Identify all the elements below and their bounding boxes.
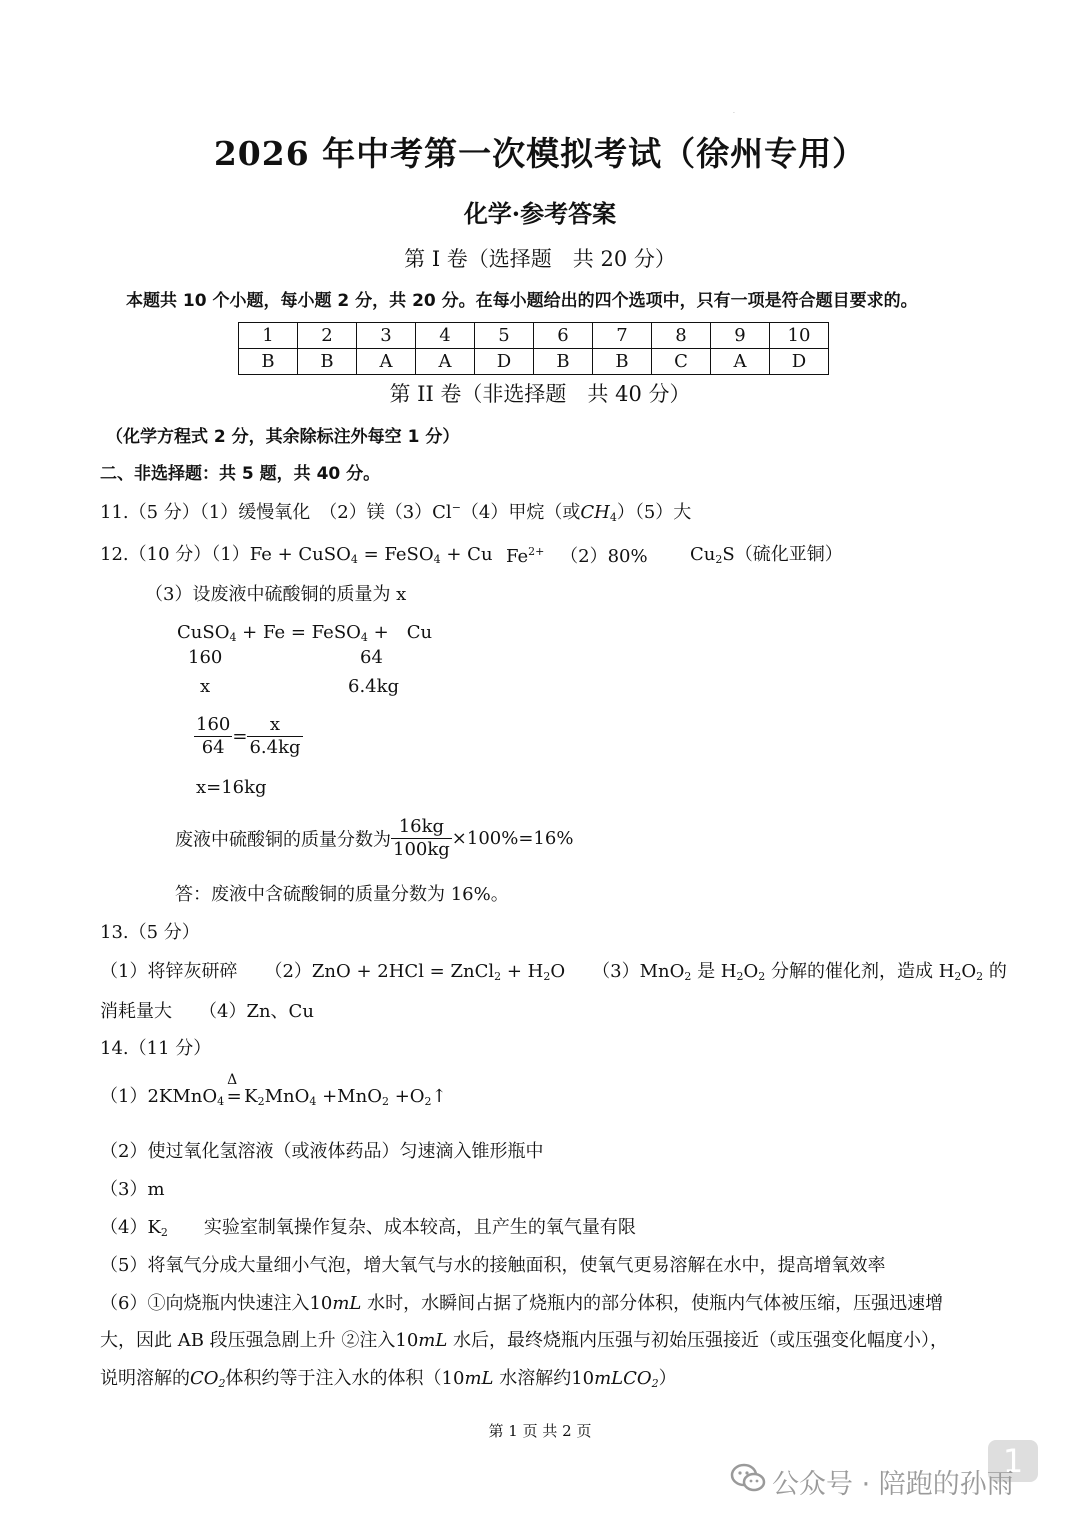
q11-text-a: 11.（5 分）（1）缓慢氧化 （2）镁（3）Cl [100, 502, 452, 523]
q14-ml-2: mL [418, 1330, 448, 1351]
answer-table-answer-cell: C [652, 349, 711, 375]
watermark-badge-number: 1 [1002, 1442, 1024, 1480]
q14-p6l2b: 水后，最终烧瓶内压强与初始压强接近（或压强变化幅度小）， [447, 1330, 949, 1351]
q14-p1a: （1）2KMnO [100, 1086, 218, 1107]
q12-calc-eq-c: + Cu [367, 622, 433, 643]
q13-l1b: + H [501, 961, 544, 982]
q14-p1e: +O [388, 1086, 425, 1107]
q12-mass-x: x [200, 676, 211, 697]
q12-calc-eq-b: + Fe = FeSO [236, 622, 361, 643]
q12-fe-symbol: Fe [506, 546, 529, 567]
q12-pct-label: 废液中硫酸铜的质量分数为 [175, 829, 391, 851]
q14-p6l3c: 水溶解约10 [493, 1368, 595, 1389]
q12-part3-setup: （3）设废液中硫酸铜的质量为 x [145, 584, 407, 605]
answer-table-answer-cell: B [593, 349, 652, 375]
q12-calc-eq-a: CuSO [177, 622, 230, 643]
q13-l1a: （1）将锌灰研碎 （2）ZnO + 2HCl = ZnCl [100, 961, 495, 982]
q13-l1e: O [743, 961, 759, 982]
q12-answer: 答：废液中含硫酸铜的质量分数为 16%。 [175, 884, 509, 905]
q14-p1b: K [244, 1086, 258, 1107]
answer-table-answer-cell: D [770, 349, 829, 375]
part2-heading: 二、非选择题：共 5 题，共 40 分。 [100, 464, 381, 484]
answer-table-number-cell: 10 [770, 323, 829, 349]
answer-table-number-cell: 8 [652, 323, 711, 349]
q12-head: 12.（10 分）（1） [100, 544, 250, 565]
answer-table-answer-cell: B [298, 349, 357, 375]
q11-text-b: （4）甲烷（或 [460, 502, 581, 523]
q13-head: 13.（5 分） [100, 922, 200, 943]
answer-table-answer-cell: A [416, 349, 475, 375]
answer-table-answer-cell: B [239, 349, 298, 375]
q14-ml-3: mL [464, 1368, 494, 1389]
answer-table-number-cell: 7 [593, 323, 652, 349]
q14-part1: （1）2KMnO$_4$ Δ = $K_2MnO_4 +MnO_2$ $+O_2↑$ [100, 1072, 447, 1108]
q11-text-c: ）（5）大 [616, 502, 692, 523]
q14-part6-line2 [100, 1326, 948, 1352]
q14-p4b: 实验室制氧操作复杂、成本较高，且产生的氧气量有限 [167, 1217, 636, 1238]
page-title: 2026 年中考第一次模拟考试（徐州专用） [213, 134, 867, 173]
gas-arrow-icon: ↑ [431, 1086, 447, 1107]
q14-p6l3a: 说明溶解的 [100, 1368, 190, 1389]
q12-result: x=16kg [196, 777, 267, 798]
answer-table-number-cell: 6 [534, 323, 593, 349]
q14-p6l3b: 体积约等于注入水的体积（10 [225, 1368, 465, 1389]
q13-line1: （1）将锌灰研碎 （2）ZnO + 2HCl = ZnCl$_2$ + $H_2O$ （3）MnO$_2$ 是 $H_2O_2$ 分解的催化剂，造成 $H_2O_2$ 的 [100, 961, 1007, 983]
answer-table-number-cell: 5 [475, 323, 534, 349]
q12-proportion: $\frac{160}{64}$ = $\frac{x}{6.4kg}$ [196, 714, 301, 758]
q13-l1c: O （3）MnO [550, 961, 685, 982]
q12-part2: （2）80% [560, 546, 648, 567]
page-subtitle: 化学·参考答案 [463, 199, 617, 228]
q14-part5: （5）将氧气分成大量细小气泡，增大氧气与水的接触面积，使氧气更易溶解在水中，提高增氧效率 [100, 1255, 886, 1276]
q12-mass-6.4: 6.4kg [348, 676, 400, 697]
answer-table-answer-cell: A [711, 349, 770, 375]
answer-table-number-cell: 3 [357, 323, 416, 349]
q12-cu2s-b: S（硫化亚铜） [722, 544, 843, 565]
q13-l1g: O [961, 961, 977, 982]
q12-eq-part3: + Cu [440, 544, 493, 565]
section2-heading: 第 II 卷（非选择题 共 40 分） [389, 382, 691, 406]
q14-p6l3d: ） [658, 1368, 677, 1389]
answer-table-numbers-row [239, 323, 829, 349]
answer-table-answer-cell: D [475, 349, 534, 375]
q14-p1d: +MnO [316, 1086, 382, 1107]
answer-table-number-cell: 2 [298, 323, 357, 349]
q12-fe-ion [506, 542, 648, 568]
section1-instruction: 本题共 10 个小题，每小题 2 分，共 20 分。在每小题给出的四个选项中，只有一项是符合题目要求的。 [126, 291, 918, 311]
q12-mass-160: 160 [188, 647, 223, 668]
q14-part4: $(4)K_2$ 实验室制氧操作复杂、成本较高，且产生的氧气量有限 [100, 1217, 636, 1239]
answer-table-answers-row [239, 349, 829, 375]
q12-calc-equation: CuSO$_4$ + Fe = FeSO$_4$ + Cu [177, 622, 433, 644]
q14-p6l1b: 水时，水瞬间占据了烧瓶内的部分体积，使瓶内气体被压缩，压强迅速增 [361, 1293, 944, 1314]
q14-heat-equals: Δ = [226, 1072, 242, 1107]
q12-line1: 12.（10 分）（1）Fe + CuSO$_4$ = FeSO$_4$ + Cu [100, 544, 493, 566]
q12-mass-64: 64 [360, 647, 383, 668]
watermark-text: 公众号 · 陪跑的孙雨 [772, 1469, 1014, 1500]
q12-cu2s-a: Cu [690, 544, 716, 565]
q13-l1h: 的 [983, 961, 1007, 982]
answer-table-number-cell: 1 [239, 323, 298, 349]
answer-table-answer-cell: A [357, 349, 416, 375]
q14-head: 14.（11 分） [100, 1038, 212, 1059]
q14-part3: （3）m [100, 1179, 165, 1200]
answer-table-answer-cell: B [534, 349, 593, 375]
q14-mlco: mLCO [594, 1368, 652, 1389]
q12-pct-frac: $\frac{16kg}{100kg}$ [393, 816, 450, 860]
q14-p4a: （4）K [100, 1217, 161, 1238]
q13-line2: 消耗量大 （4）Zn、Cu [100, 1001, 314, 1022]
q14-p6l1a: （6）①向烧瓶内快速注入10 [100, 1293, 333, 1314]
section1-heading: 第 I 卷（选择题 共 20 分） [404, 247, 676, 271]
q12-frac-left: $\frac{160}{64}$ [196, 714, 231, 758]
q12-pct-tail: ×100%=16% [451, 828, 574, 849]
q13-l1f: 分解的催化剂，造成 H [765, 961, 955, 982]
q14-ml-1: mL [332, 1293, 362, 1314]
answer-table-number-cell: 4 [416, 323, 475, 349]
q14-part6-line3: 说明溶解的$CO_2$体积约等于注入水的体积（10mL 水溶解约10mLCO$_2$） [100, 1368, 677, 1390]
q11-line [100, 498, 691, 524]
page-footer: 第 1 页 共 2 页 [488, 1422, 592, 1440]
q12-cu2s: $Cu_2S$（硫化亚铜） [690, 544, 843, 566]
q14-part6-line1 [100, 1289, 943, 1315]
q14-p6l2a: 大，因此 AB 段压强急剧上升 ②注入10 [100, 1330, 419, 1351]
scoring-note: （化学方程式 2 分，其余除标注外每空 1 分） [106, 427, 460, 447]
q12-fe-charge: 2+ [528, 545, 545, 558]
q14-part2: （2）使过氧化氢溶液（或液体药品）匀速滴入锥形瓶中 [100, 1141, 544, 1162]
q11-ch-formula: CH [580, 502, 610, 523]
q12-eq-part2: = FeSO [357, 544, 434, 565]
q14-co: CO [190, 1368, 219, 1389]
q14-p1c: MnO [264, 1086, 310, 1107]
answer-table [238, 322, 829, 375]
scan-mark: · [733, 110, 735, 117]
q11-cl-charge: − [451, 501, 461, 514]
q11-ch-sub: 4 [609, 511, 617, 524]
answer-table-number-cell: 9 [711, 323, 770, 349]
q12-percentage [175, 816, 573, 861]
wechat-icon [730, 1462, 766, 1494]
q13-l1d: 是 H [691, 961, 737, 982]
q12-frac-right: $\frac{x}{6.4kg}$ [249, 714, 301, 758]
q12-eq-part1: Fe + CuSO [249, 544, 351, 565]
